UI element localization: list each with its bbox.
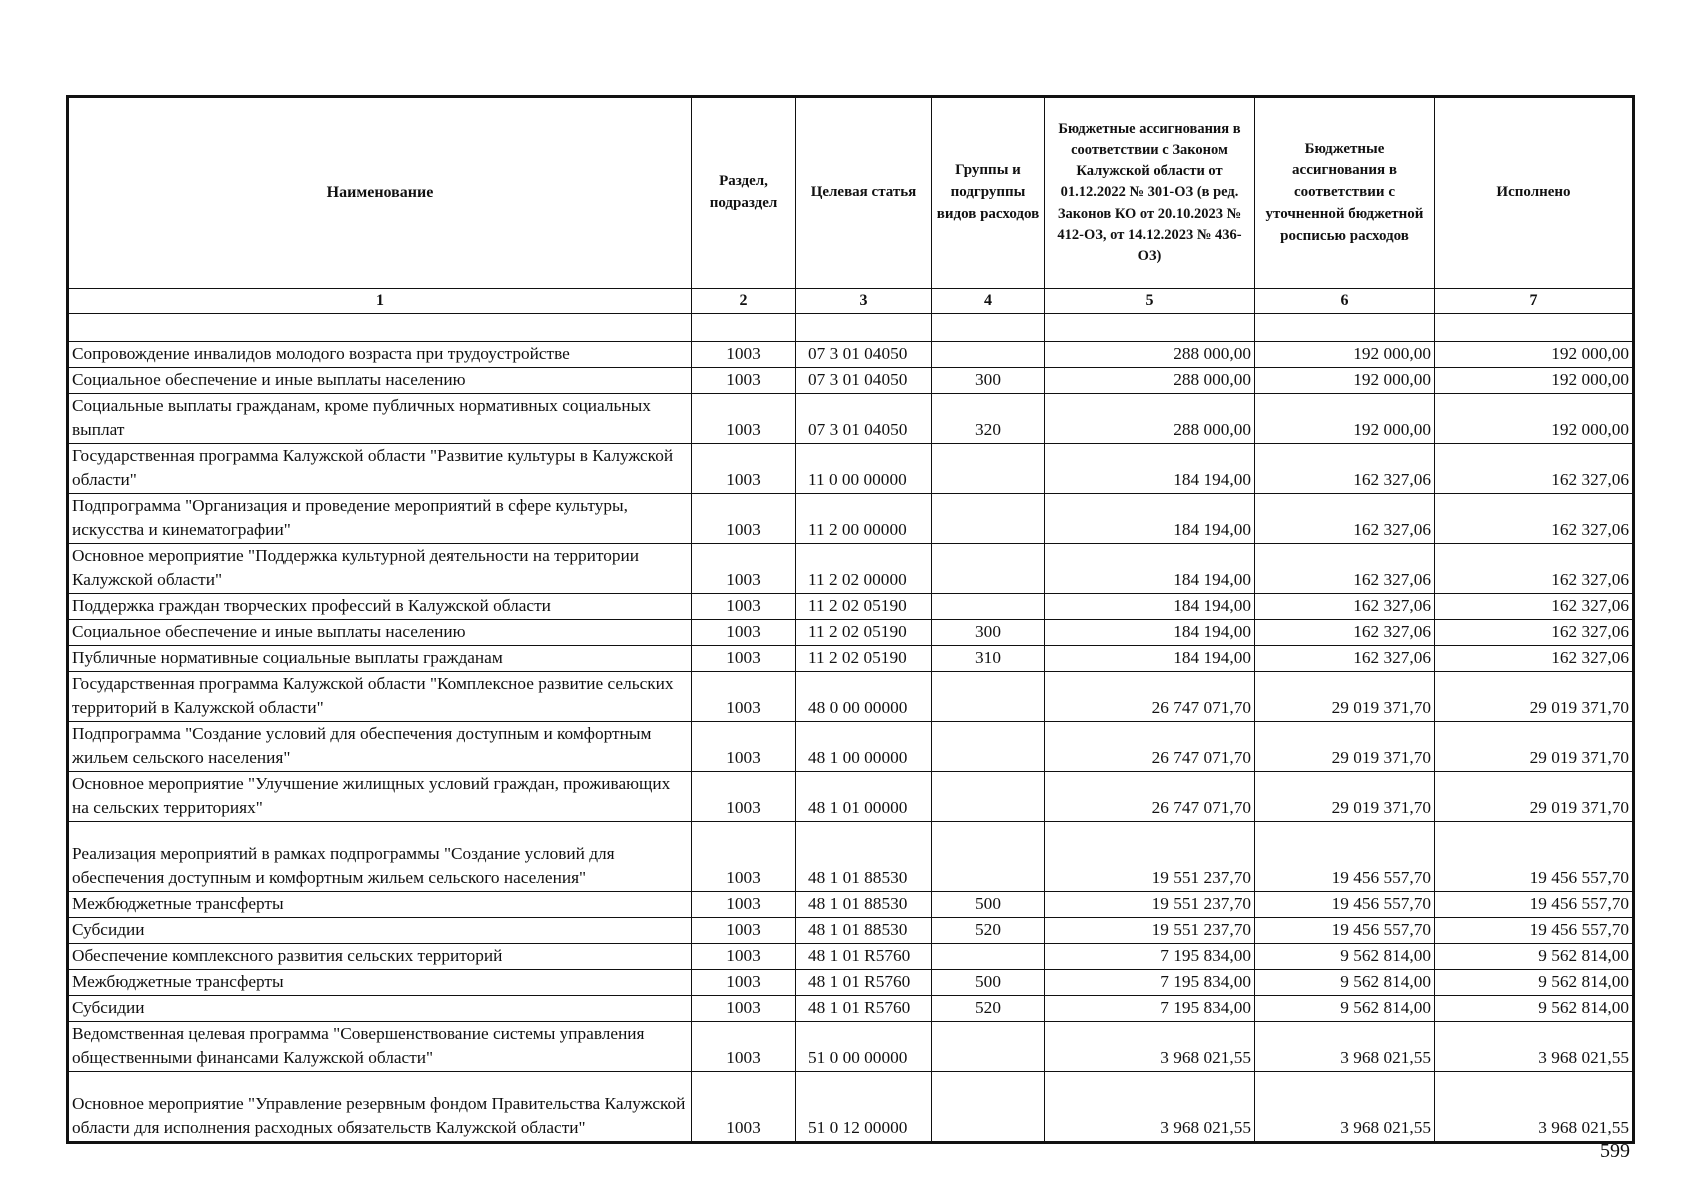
row-section: 1003 [692,996,796,1022]
row-article: 11 2 02 05190 [796,620,932,646]
row-name: Субсидии [68,996,692,1022]
row-name: Основное мероприятие "Поддержка культурной деятельности на территории Калужской области" [68,544,692,594]
row-group: 300 [932,620,1045,646]
row-article: 48 1 01 R5760 [796,996,932,1022]
row-article: 07 3 01 04050 [796,342,932,368]
row-group [932,594,1045,620]
row-name: Поддержка граждан творческих профессий в Калужской области [68,594,692,620]
row-name: Социальное обеспечение и иные выплаты населению [68,620,692,646]
row-budget-law: 288 000,00 [1045,368,1255,394]
table-row [68,368,1634,394]
row-group: 310 [932,646,1045,672]
row-section: 1003 [692,494,796,544]
row-name: Социальные выплаты гражданам, кроме публичных нормативных социальных выплат [68,394,692,444]
table-row [68,494,1634,544]
header-groups: Группы и подгруппы видов расходов [932,97,1045,289]
row-name: Подпрограмма "Создание условий для обеспечения доступным и комфортным жильем сельского населения" [68,722,692,772]
row-article: 48 1 01 88530 [796,822,932,892]
row-budget-refined: 3 968 021,55 [1255,1072,1435,1143]
row-budget-law: 3 968 021,55 [1045,1072,1255,1143]
row-group [932,1022,1045,1072]
row-group [932,672,1045,722]
row-budget-refined: 9 562 814,00 [1255,944,1435,970]
header-name: Наименование [68,97,692,289]
row-executed: 162 327,06 [1435,444,1634,494]
row-budget-law: 26 747 071,70 [1045,772,1255,822]
row-budget-law: 184 194,00 [1045,544,1255,594]
row-name: Реализация мероприятий в рамках подпрограммы "Создание условий для обеспечения доступным и комфортным жильем сельского населения" [68,822,692,892]
row-article: 07 3 01 04050 [796,394,932,444]
row-section: 1003 [692,892,796,918]
row-group: 500 [932,970,1045,996]
row-section: 1003 [692,544,796,594]
column-number-row [68,289,1634,314]
row-article: 48 1 01 R5760 [796,944,932,970]
row-budget-law: 7 195 834,00 [1045,970,1255,996]
row-budget-law: 288 000,00 [1045,394,1255,444]
row-budget-refined: 29 019 371,70 [1255,772,1435,822]
row-group [932,444,1045,494]
table-row [68,620,1634,646]
table-row [68,918,1634,944]
column-number: 1 [68,289,692,314]
table-row [68,394,1634,444]
row-group: 300 [932,368,1045,394]
row-section: 1003 [692,772,796,822]
row-article: 48 1 01 88530 [796,918,932,944]
row-name: Основное мероприятие "Улучшение жилищных условий граждан, проживающих на сельских территориях" [68,772,692,822]
table-row [68,342,1634,368]
row-article: 11 0 00 00000 [796,444,932,494]
row-executed: 29 019 371,70 [1435,772,1634,822]
column-number: 5 [1045,289,1255,314]
page-number: 599 [1600,1140,1630,1162]
header-section: Раздел, подраздел [692,97,796,289]
row-budget-refined: 9 562 814,00 [1255,970,1435,996]
column-number: 6 [1255,289,1435,314]
row-article: 48 1 01 88530 [796,892,932,918]
row-budget-refined: 29 019 371,70 [1255,722,1435,772]
table-row [68,996,1634,1022]
row-budget-refined: 19 456 557,70 [1255,822,1435,892]
row-section: 1003 [692,646,796,672]
row-section: 1003 [692,1072,796,1143]
row-section: 1003 [692,444,796,494]
table-row [68,544,1634,594]
row-section: 1003 [692,1022,796,1072]
row-budget-law: 3 968 021,55 [1045,1022,1255,1072]
row-executed: 192 000,00 [1435,394,1634,444]
table-row [68,646,1634,672]
row-article: 07 3 01 04050 [796,368,932,394]
row-group [932,1072,1045,1143]
row-article: 48 1 01 R5760 [796,970,932,996]
table-row [68,772,1634,822]
row-budget-refined: 3 968 021,55 [1255,1022,1435,1072]
row-name: Государственная программа Калужской области "Комплексное развитие сельских территорий в Калужской области" [68,672,692,722]
row-budget-refined: 162 327,06 [1255,620,1435,646]
row-group [932,944,1045,970]
row-article: 11 2 00 00000 [796,494,932,544]
row-executed: 19 456 557,70 [1435,892,1634,918]
table-body [68,314,1634,1143]
table-row [68,722,1634,772]
row-executed: 162 327,06 [1435,594,1634,620]
header-budget-refined: Бюджетные ассигнования в соответствии с уточненной бюджетной росписью расходов [1255,97,1435,289]
row-budget-law: 184 194,00 [1045,494,1255,544]
row-budget-law: 19 551 237,70 [1045,892,1255,918]
header-executed: Исполнено [1435,97,1634,289]
row-section: 1003 [692,970,796,996]
row-section: 1003 [692,620,796,646]
row-name: Межбюджетные трансферты [68,892,692,918]
row-name: Подпрограмма "Организация и проведение мероприятий в сфере культуры, искусства и кинематографии" [68,494,692,544]
table-row [68,944,1634,970]
row-section: 1003 [692,672,796,722]
row-executed: 9 562 814,00 [1435,970,1634,996]
row-executed: 162 327,06 [1435,544,1634,594]
row-budget-law: 288 000,00 [1045,342,1255,368]
row-name: Основное мероприятие "Управление резервным фондом Правительства Калужской области для исполнения расходных обязательств Калужской области" [68,1072,692,1143]
row-budget-law: 7 195 834,00 [1045,996,1255,1022]
row-article: 48 1 01 00000 [796,772,932,822]
row-executed: 19 456 557,70 [1435,918,1634,944]
row-budget-refined: 19 456 557,70 [1255,892,1435,918]
row-budget-refined: 162 327,06 [1255,494,1435,544]
row-name: Сопровождение инвалидов молодого возраста при трудоустройстве [68,342,692,368]
row-name: Ведомственная целевая программа "Совершенствование системы управления общественными финансами Калужской области" [68,1022,692,1072]
row-article: 51 0 12 00000 [796,1072,932,1143]
row-budget-refined: 192 000,00 [1255,368,1435,394]
row-section: 1003 [692,342,796,368]
row-section: 1003 [692,594,796,620]
row-budget-law: 26 747 071,70 [1045,722,1255,772]
row-budget-refined: 192 000,00 [1255,394,1435,444]
row-budget-law: 184 194,00 [1045,646,1255,672]
table-row [68,822,1634,892]
table-row [68,1022,1634,1072]
row-budget-refined: 162 327,06 [1255,544,1435,594]
row-name: Социальное обеспечение и иные выплаты населению [68,368,692,394]
row-group [932,772,1045,822]
column-number: 3 [796,289,932,314]
row-budget-refined: 162 327,06 [1255,594,1435,620]
row-group: 500 [932,892,1045,918]
row-article: 11 2 02 05190 [796,594,932,620]
spacer-row [68,314,1634,342]
row-executed: 9 562 814,00 [1435,996,1634,1022]
budget-table [66,95,1635,1144]
row-executed: 162 327,06 [1435,646,1634,672]
row-budget-refined: 19 456 557,70 [1255,918,1435,944]
row-executed: 192 000,00 [1435,342,1634,368]
row-executed: 29 019 371,70 [1435,722,1634,772]
row-article: 48 1 00 00000 [796,722,932,772]
row-executed: 29 019 371,70 [1435,672,1634,722]
column-number: 4 [932,289,1045,314]
column-number: 2 [692,289,796,314]
row-budget-law: 184 194,00 [1045,594,1255,620]
row-executed: 9 562 814,00 [1435,944,1634,970]
table-header [68,97,1634,314]
row-name: Обеспечение комплексного развития сельских территорий [68,944,692,970]
table-row [68,594,1634,620]
header-row [68,97,1634,289]
row-group [932,342,1045,368]
row-budget-law: 7 195 834,00 [1045,944,1255,970]
row-executed: 162 327,06 [1435,494,1634,544]
header-budget-law: Бюджетные ассигнования в соответствии с Законом Калужской области от 01.12.2022 № 301-ОЗ (в ред. Законов КО от 20.10.2023 № 412-ОЗ, от 14.12.2023 № 436-ОЗ) [1045,97,1255,289]
row-budget-refined: 162 327,06 [1255,646,1435,672]
row-budget-refined: 29 019 371,70 [1255,672,1435,722]
table-row [68,672,1634,722]
row-executed: 3 968 021,55 [1435,1072,1634,1143]
row-article: 11 2 02 05190 [796,646,932,672]
row-name: Публичные нормативные социальные выплаты гражданам [68,646,692,672]
row-budget-refined: 162 327,06 [1255,444,1435,494]
row-budget-refined: 9 562 814,00 [1255,996,1435,1022]
row-name: Субсидии [68,918,692,944]
row-budget-law: 19 551 237,70 [1045,918,1255,944]
row-executed: 3 968 021,55 [1435,1022,1634,1072]
row-section: 1003 [692,918,796,944]
row-budget-law: 184 194,00 [1045,444,1255,494]
row-group [932,722,1045,772]
row-section: 1003 [692,822,796,892]
row-article: 11 2 02 00000 [796,544,932,594]
row-article: 48 0 00 00000 [796,672,932,722]
row-section: 1003 [692,944,796,970]
row-executed: 192 000,00 [1435,368,1634,394]
table-row [68,444,1634,494]
row-section: 1003 [692,394,796,444]
row-name: Государственная программа Калужской области "Развитие культуры в Калужской области" [68,444,692,494]
row-budget-law: 184 194,00 [1045,620,1255,646]
header-article: Целевая статья [796,97,932,289]
row-section: 1003 [692,368,796,394]
row-group: 320 [932,394,1045,444]
row-group [932,822,1045,892]
row-budget-law: 19 551 237,70 [1045,822,1255,892]
table-row [68,1072,1634,1143]
row-budget-refined: 192 000,00 [1255,342,1435,368]
row-article: 51 0 00 00000 [796,1022,932,1072]
table-row [68,970,1634,996]
row-group [932,494,1045,544]
row-group [932,544,1045,594]
row-executed: 162 327,06 [1435,620,1634,646]
table-row [68,892,1634,918]
column-number: 7 [1435,289,1634,314]
row-group: 520 [932,918,1045,944]
row-budget-law: 26 747 071,70 [1045,672,1255,722]
row-executed: 19 456 557,70 [1435,822,1634,892]
row-name: Межбюджетные трансферты [68,970,692,996]
row-group: 520 [932,996,1045,1022]
row-section: 1003 [692,722,796,772]
